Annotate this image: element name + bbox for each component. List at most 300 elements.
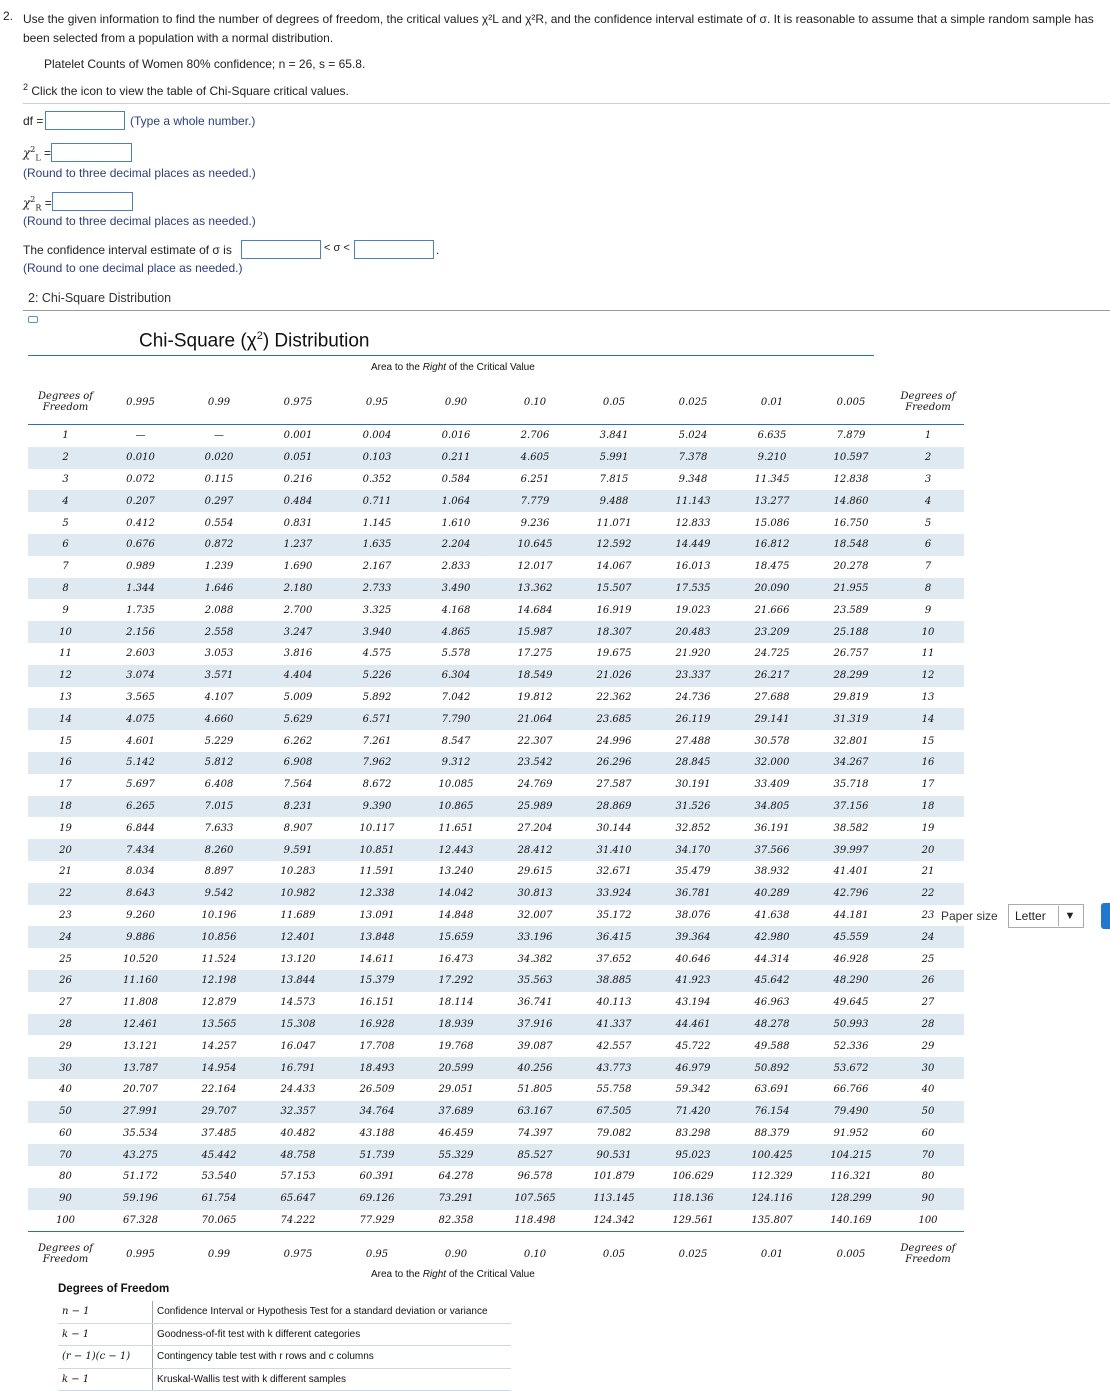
value-cell: 34.382	[517, 953, 553, 965]
value-cell: 9.210	[734, 447, 810, 469]
value-cell: 9.591	[260, 839, 336, 861]
value-cell: 20.278	[833, 561, 869, 573]
chevron-down-icon[interactable]: ▼	[1058, 906, 1081, 926]
value-cell: 6.304	[418, 665, 494, 687]
value-cell: 17.292	[418, 970, 494, 992]
table-row	[28, 774, 964, 796]
value-cell: 73.291	[418, 1188, 494, 1210]
value-cell: 0.103	[336, 447, 418, 469]
value-cell: 48.290	[810, 970, 892, 992]
df-cell: 40	[59, 1084, 72, 1096]
df-cell-right: 100	[918, 1215, 938, 1227]
value-cell: 26.509	[359, 1084, 395, 1096]
value-cell: 38.076	[675, 909, 711, 921]
df-label: df =	[23, 114, 44, 128]
value-cell: 15.987	[494, 621, 576, 643]
value-cell: 0.072	[126, 473, 155, 485]
table-row	[28, 1079, 964, 1101]
table-row	[28, 687, 964, 709]
df-cell-right: 8	[892, 578, 964, 600]
table-row	[28, 490, 964, 512]
df-cell-right: 16	[892, 752, 964, 774]
value-cell: 112.329	[751, 1171, 793, 1183]
value-cell: 59.342	[675, 1084, 711, 1096]
question-text-continued: been selected from a population with a normal distribution.	[23, 31, 334, 45]
value-cell: 14.042	[418, 883, 494, 905]
df-cell: 60	[59, 1127, 72, 1139]
value-cell: 71.420	[652, 1101, 734, 1123]
value-cell: 2.558	[178, 621, 260, 643]
value-cell: 35.172	[596, 909, 632, 921]
value-cell: 13.848	[336, 926, 418, 948]
value-cell: 26.217	[734, 665, 810, 687]
value-cell: 76.154	[734, 1101, 810, 1123]
section-title: 2: Chi-Square Distribution	[28, 291, 172, 305]
value-cell: 74.222	[280, 1215, 316, 1227]
df-cell: 4	[28, 490, 103, 512]
value-cell: 9.348	[678, 473, 708, 485]
value-cell: 18.307	[576, 621, 652, 643]
table-row	[28, 883, 964, 905]
value-cell: 43.275	[103, 1144, 178, 1166]
value-cell: 4.575	[362, 648, 392, 660]
df-cell-right: 9	[924, 604, 932, 616]
value-cell: 16.473	[438, 953, 474, 965]
value-cell: 0.004	[362, 430, 392, 442]
value-cell: 1.610	[441, 517, 471, 529]
column-header: 0.99	[178, 380, 260, 425]
value-cell: 11.071	[596, 517, 632, 529]
value-cell: 42.796	[810, 883, 892, 905]
value-cell: 7.434	[103, 839, 178, 861]
value-cell: 5.578	[441, 648, 471, 660]
df-cell-right: 3	[924, 473, 932, 485]
df-cell: 23	[59, 909, 72, 921]
ci-lower-input[interactable]	[241, 240, 321, 259]
paper-size-select[interactable]	[1008, 904, 1084, 928]
value-cell: 13.240	[438, 866, 474, 878]
value-cell: 2.088	[204, 604, 234, 616]
value-cell: 7.779	[494, 490, 576, 512]
column-footer: 0.025	[652, 1232, 734, 1277]
df-cell: 13	[59, 691, 72, 703]
value-cell: 11.524	[201, 953, 237, 965]
value-cell: 13.120	[280, 953, 316, 965]
value-cell: 9.488	[576, 490, 652, 512]
value-cell: 11.143	[652, 490, 734, 512]
value-cell: 45.642	[734, 970, 810, 992]
table-row	[28, 1014, 964, 1036]
value-cell: 3.074	[103, 665, 178, 687]
value-cell: 46.459	[438, 1127, 474, 1139]
value-cell: 1.344	[103, 578, 178, 600]
df-cell-right: 18	[892, 796, 964, 818]
value-cell: 96.578	[517, 1171, 553, 1183]
value-cell: 67.328	[123, 1215, 158, 1227]
value-cell: 38.582	[833, 822, 869, 834]
value-cell: 5.142	[103, 752, 178, 774]
value-cell: 4.107	[204, 691, 234, 703]
value-cell: 16.750	[833, 517, 869, 529]
value-cell: 14.449	[652, 534, 734, 556]
value-cell: 12.879	[201, 997, 237, 1009]
value-cell: 53.672	[810, 1057, 892, 1079]
value-cell: 44.461	[652, 1014, 734, 1036]
value-cell: 11.808	[123, 997, 158, 1009]
df-cell: 7	[62, 561, 69, 573]
value-cell: 12.017	[517, 561, 553, 573]
value-cell: 10.851	[336, 839, 418, 861]
column-header: 0.10	[494, 380, 576, 425]
value-cell: 19.675	[596, 648, 632, 660]
value-cell: 39.997	[810, 839, 892, 861]
value-cell: 0.872	[178, 534, 260, 556]
table-row	[28, 948, 964, 970]
value-cell: 51.172	[123, 1171, 158, 1183]
table-row	[28, 556, 964, 578]
value-cell: 52.336	[833, 1040, 869, 1052]
value-cell: 0.051	[260, 447, 336, 469]
chi-left-input[interactable]	[51, 143, 132, 162]
value-cell: 18.549	[494, 665, 576, 687]
table-row	[28, 1101, 964, 1123]
value-cell: 40.256	[494, 1057, 576, 1079]
chi-right-input[interactable]	[52, 192, 133, 211]
value-cell: 13.565	[178, 1014, 260, 1036]
value-cell: 27.587	[596, 779, 632, 791]
value-cell: 29.141	[734, 708, 810, 730]
ci-label: The confidence interval estimate of σ is	[23, 243, 232, 257]
table-row	[28, 708, 964, 730]
table-row	[28, 730, 964, 752]
table-row	[28, 1123, 964, 1145]
table-row	[28, 752, 964, 774]
value-cell: 9.260	[126, 909, 155, 921]
value-cell: 48.278	[734, 1014, 810, 1036]
value-cell: 25.188	[810, 621, 892, 643]
value-cell: 21.064	[494, 708, 576, 730]
value-cell: 116.321	[830, 1171, 872, 1183]
column-header: 0.95	[336, 380, 418, 425]
value-cell: 118.136	[652, 1188, 734, 1210]
value-cell: 46.963	[754, 997, 790, 1009]
value-cell: 4.168	[441, 604, 471, 616]
value-cell: 30.578	[754, 735, 790, 747]
area-footer: Area to the Right of the Critical Value	[371, 1269, 535, 1280]
chi-left-instruction: (Round to three decimal places as needed.)	[23, 166, 256, 180]
table-row	[28, 926, 964, 948]
df-cell-right: 6	[892, 534, 964, 556]
value-cell: 24.996	[596, 735, 632, 747]
side-button[interactable]	[1101, 903, 1110, 929]
value-cell: 104.215	[810, 1144, 892, 1166]
value-cell: 44.314	[754, 953, 790, 965]
value-cell: 16.791	[260, 1057, 336, 1079]
value-cell: 18.114	[438, 997, 474, 1009]
value-cell: 14.848	[438, 909, 474, 921]
value-cell: 3.325	[362, 604, 392, 616]
value-cell: 51.739	[336, 1144, 418, 1166]
value-cell: 28.869	[576, 796, 652, 818]
dof-formula: (r − 1)(c − 1)	[58, 1346, 153, 1369]
df-cell-right: 4	[892, 490, 964, 512]
value-cell: 45.722	[675, 1040, 711, 1052]
value-cell: 18.475	[754, 561, 790, 573]
value-cell: 49.645	[833, 997, 869, 1009]
dof-description: Kruskal-Wallis test with k different samples	[153, 1368, 512, 1391]
dof-formula: k − 1	[58, 1368, 153, 1391]
value-cell: 0.297	[178, 490, 260, 512]
value-cell: 64.278	[438, 1171, 474, 1183]
df-cell: 27	[59, 997, 72, 1009]
ci-period: .	[436, 243, 440, 257]
table-row	[28, 578, 964, 600]
chi-right-label: $\chi^2_R$ =	[23, 195, 52, 213]
df-cell-right: 7	[924, 561, 932, 573]
table-title: Chi-Square $(\chi^2)$ Distribution	[139, 330, 370, 352]
value-cell: 6.571	[336, 708, 418, 730]
value-cell: 135.807	[751, 1215, 793, 1227]
value-cell: 14.684	[517, 604, 553, 616]
area-header: Area to the Right of the Critical Value	[371, 362, 535, 373]
value-cell: 0.352	[362, 473, 392, 485]
value-cell: 1.237	[260, 534, 336, 556]
df-cell-right: 90	[892, 1188, 964, 1210]
value-cell: 10.196	[201, 909, 237, 921]
df-cell-right: 20	[892, 839, 964, 861]
column-header: 0.90	[418, 380, 494, 425]
table-row	[28, 665, 964, 687]
value-cell: 17.708	[359, 1040, 395, 1052]
value-cell: 18.939	[418, 1014, 494, 1036]
value-cell: 29.051	[438, 1084, 474, 1096]
value-cell: 14.573	[280, 997, 316, 1009]
value-cell: 3.490	[418, 578, 494, 600]
value-cell: 9.312	[418, 752, 494, 774]
value-cell: 23.685	[576, 708, 652, 730]
value-cell: 16.151	[359, 997, 395, 1009]
value-cell: 18.493	[336, 1057, 418, 1079]
value-cell: 34.267	[810, 752, 892, 774]
df-cell-right: 28	[892, 1014, 964, 1036]
value-cell: 42.557	[596, 1040, 632, 1052]
dof-description: Confidence Interval or Hypothesis Test for a standard deviation or variance	[153, 1301, 512, 1323]
value-cell: 10.283	[280, 866, 316, 878]
value-cell: 8.643	[103, 883, 178, 905]
table-row	[28, 1188, 964, 1210]
value-cell: 4.605	[494, 447, 576, 469]
value-cell: 0.001	[283, 430, 313, 442]
value-cell: 11.160	[103, 970, 178, 992]
column-header: 0.05	[576, 380, 652, 425]
value-cell: 45.442	[178, 1144, 260, 1166]
value-cell: 1.646	[178, 578, 260, 600]
value-cell: 43.194	[675, 997, 711, 1009]
value-cell: 41.401	[833, 866, 869, 878]
value-cell: 5.009	[283, 691, 313, 703]
value-cell: 12.838	[833, 473, 869, 485]
value-cell: 66.766	[833, 1084, 869, 1096]
table-row	[28, 425, 964, 447]
value-cell: 21.026	[576, 665, 652, 687]
df-cell: 11	[59, 648, 72, 660]
value-cell: 10.520	[123, 953, 158, 965]
value-cell: 3.565	[126, 691, 155, 703]
value-cell: 53.540	[201, 1171, 237, 1183]
value-cell: 19.768	[438, 1040, 474, 1052]
ci-instruction: (Round to one decimal place as needed.)	[23, 261, 243, 275]
table-row	[28, 839, 964, 861]
value-cell: 124.342	[593, 1215, 635, 1227]
value-cell: 2.167	[362, 561, 392, 573]
column-footer: 0.005	[810, 1232, 892, 1277]
value-cell: 20.483	[652, 621, 734, 643]
df-cell: 80	[59, 1171, 72, 1183]
value-cell: 9.542	[178, 883, 260, 905]
table-row	[28, 599, 964, 621]
value-cell: 6.408	[204, 779, 234, 791]
value-cell: 20.090	[734, 578, 810, 600]
table-row	[28, 992, 964, 1014]
df-cell-right: 15	[921, 735, 935, 747]
paper-size-value: Letter	[1015, 909, 1046, 923]
value-cell: 5.991	[576, 447, 652, 469]
value-cell: 0.412	[126, 517, 155, 529]
value-cell: 40.482	[280, 1127, 316, 1139]
value-cell: 38.885	[576, 970, 652, 992]
dof-formula: n − 1	[58, 1301, 153, 1323]
value-cell: 10.085	[438, 779, 474, 791]
value-cell: 11.345	[754, 473, 790, 485]
value-cell: 0.554	[204, 517, 234, 529]
value-cell: 32.357	[260, 1101, 336, 1123]
given-data: Platelet Counts of Women 80% confidence; n = 26, s = 65.8.	[44, 57, 366, 71]
df-cell: 1	[62, 430, 69, 442]
value-cell: 2.733	[336, 578, 418, 600]
value-cell: 12.461	[103, 1014, 178, 1036]
value-cell: 28.845	[652, 752, 734, 774]
value-cell: 32.000	[734, 752, 810, 774]
value-cell: 8.897	[204, 866, 234, 878]
value-cell: 25.989	[494, 796, 576, 818]
value-cell: 23.337	[652, 665, 734, 687]
value-cell: 1.690	[283, 561, 313, 573]
table-hint[interactable]	[23, 82, 349, 98]
df-column-footer-right: Degrees of Freedom	[892, 1232, 964, 1277]
value-cell: 12.338	[336, 883, 418, 905]
column-header: 0.005	[810, 380, 892, 425]
value-cell: 9.390	[336, 796, 418, 818]
value-cell: 0.989	[126, 561, 155, 573]
value-cell: 14.257	[201, 1040, 237, 1052]
value-cell: 13.787	[103, 1057, 178, 1079]
value-cell: 7.564	[283, 779, 313, 791]
dof-row	[58, 1346, 511, 1369]
df-cell: 24	[28, 926, 103, 948]
value-cell: 34.764	[336, 1101, 418, 1123]
value-cell: 4.075	[103, 708, 178, 730]
df-cell: 70	[28, 1144, 103, 1166]
value-cell: 16.928	[336, 1014, 418, 1036]
value-cell: 129.561	[672, 1215, 714, 1227]
value-cell: 13.091	[359, 909, 395, 921]
value-cell: 16.919	[596, 604, 632, 616]
df-cell: 2	[28, 447, 103, 469]
value-cell: 50.993	[810, 1014, 892, 1036]
value-cell: 124.116	[734, 1188, 810, 1210]
value-cell: 6.908	[260, 752, 336, 774]
value-cell: 7.261	[362, 735, 392, 747]
value-cell: 101.879	[593, 1171, 635, 1183]
value-cell: 46.979	[652, 1057, 734, 1079]
column-footer: 0.05	[576, 1232, 652, 1277]
value-cell: 37.485	[201, 1127, 237, 1139]
df-cell: 14	[28, 708, 103, 730]
value-cell: 8.034	[126, 866, 155, 878]
table-row	[28, 643, 964, 665]
value-cell: 40.289	[734, 883, 810, 905]
df-cell-right: 27	[921, 997, 935, 1009]
value-cell: 14.067	[596, 561, 632, 573]
value-cell: 41.923	[652, 970, 734, 992]
df-cell-right: 13	[921, 691, 935, 703]
value-cell: 118.498	[514, 1215, 556, 1227]
value-cell: 82.358	[438, 1215, 474, 1227]
value-cell: 107.565	[494, 1188, 576, 1210]
value-cell: 16.047	[280, 1040, 316, 1052]
column-header: 0.01	[734, 380, 810, 425]
df-cell-right: 10	[892, 621, 964, 643]
value-cell: 106.629	[672, 1171, 714, 1183]
value-cell: 20.707	[123, 1084, 158, 1096]
value-cell: 38.932	[754, 866, 790, 878]
value-cell: 0.016	[441, 430, 471, 442]
value-cell: 1.239	[204, 561, 234, 573]
value-cell: 5.697	[126, 779, 155, 791]
table-row	[28, 621, 964, 643]
df-cell: 9	[62, 604, 69, 616]
value-cell: 0.831	[283, 517, 313, 529]
value-cell: 3.571	[178, 665, 260, 687]
df-cell: 30	[28, 1057, 103, 1079]
value-cell: 8.547	[441, 735, 471, 747]
value-cell: 83.298	[675, 1127, 711, 1139]
df-cell-right: 26	[892, 970, 964, 992]
value-cell: 8.672	[362, 779, 392, 791]
value-cell: 7.633	[204, 822, 234, 834]
df-cell: 15	[59, 735, 72, 747]
value-cell: 37.652	[596, 953, 632, 965]
value-cell: 2.156	[103, 621, 178, 643]
print-icon[interactable]	[28, 316, 38, 323]
value-cell: 2.706	[520, 430, 550, 442]
ci-upper-input[interactable]	[354, 240, 434, 259]
df-input[interactable]	[45, 111, 125, 130]
value-cell: 5.629	[260, 708, 336, 730]
value-cell: 19.023	[675, 604, 711, 616]
value-cell: 0.484	[260, 490, 336, 512]
df-cell-right: 19	[921, 822, 935, 834]
value-cell: 140.169	[830, 1215, 872, 1227]
value-cell: 13.362	[494, 578, 576, 600]
value-cell: 1.735	[126, 604, 155, 616]
table-row	[28, 905, 964, 927]
divider	[23, 103, 1110, 104]
value-cell: 59.196	[103, 1188, 178, 1210]
value-cell: 32.671	[596, 866, 632, 878]
value-cell: 14.860	[810, 490, 892, 512]
value-cell: 13.277	[734, 490, 810, 512]
